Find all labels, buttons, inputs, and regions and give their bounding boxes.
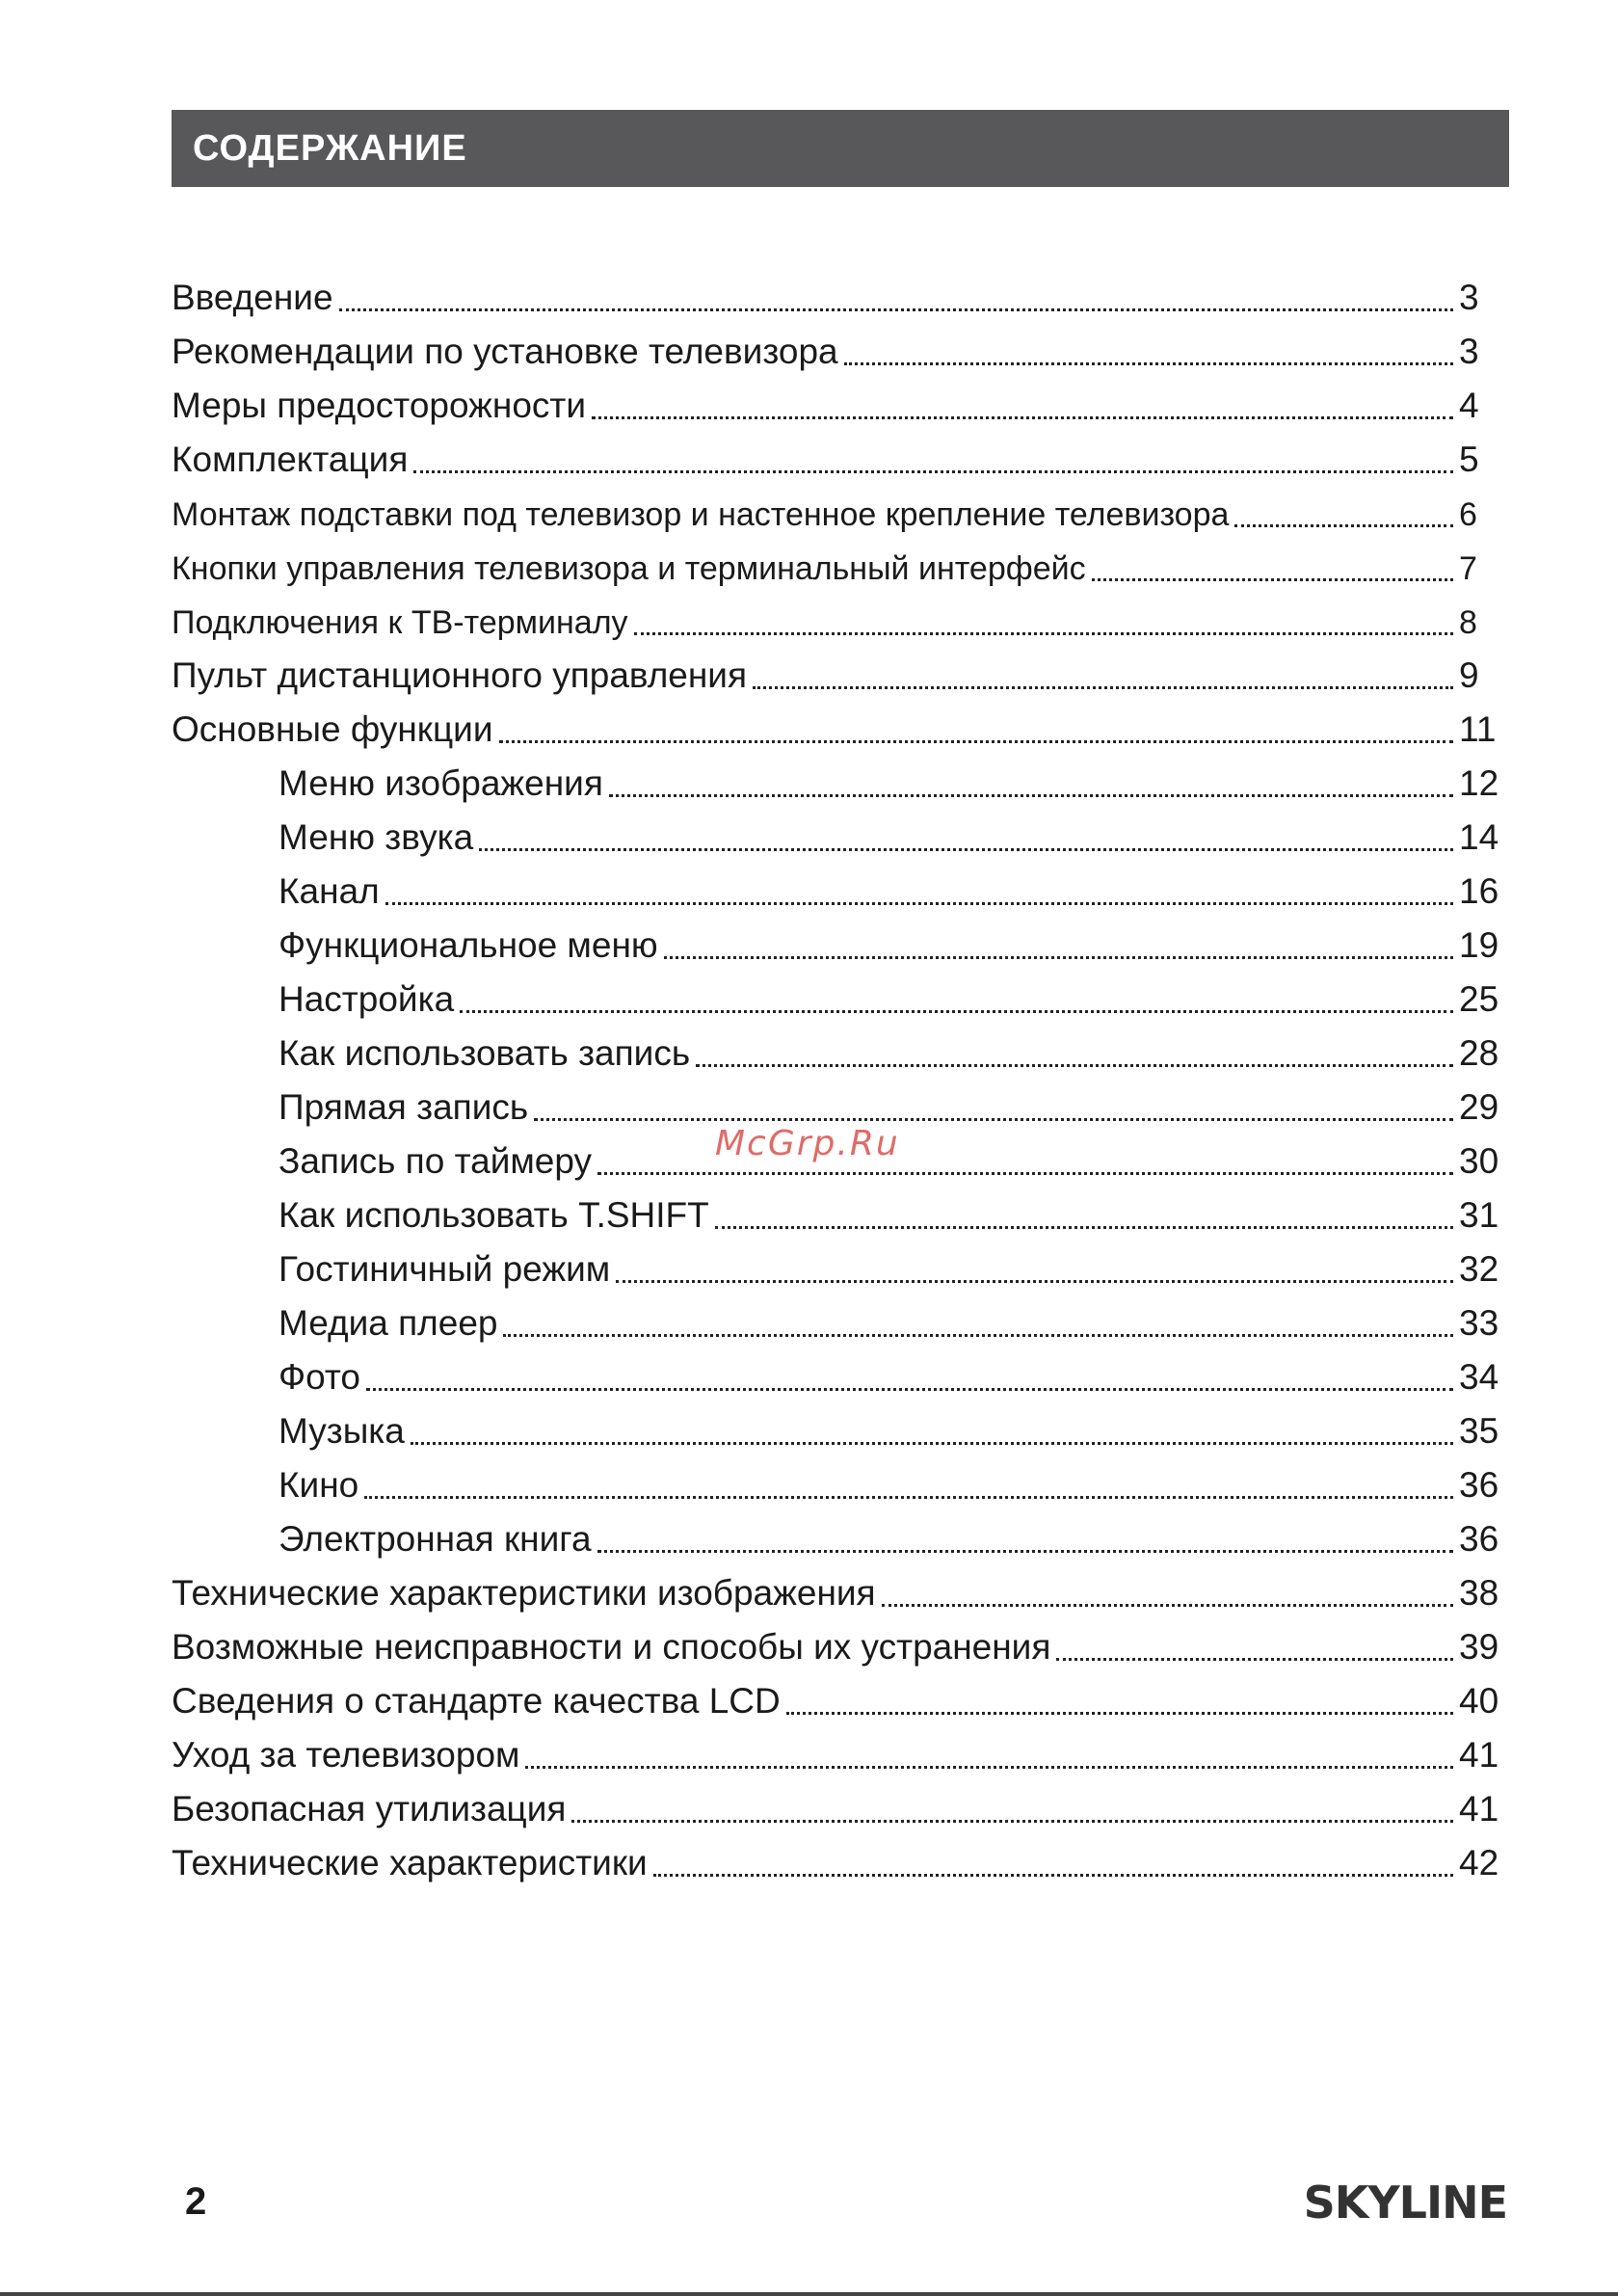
- toc-entry-label: Как использовать T.SHIFT: [279, 1195, 709, 1235]
- toc-entry-page: 12: [1459, 763, 1499, 803]
- toc-subentry[interactable]: [172, 1347, 1511, 1401]
- toc-entry-label: Музыка: [279, 1411, 405, 1451]
- toc-dot-leader: [634, 632, 1453, 635]
- toc-subentry[interactable]: [172, 1239, 1511, 1293]
- toc-entry-page: 33: [1459, 1303, 1499, 1343]
- toc-entry[interactable]: [172, 1670, 1511, 1724]
- toc-entry-page: 36: [1459, 1465, 1499, 1505]
- toc-entry-label: Меры предосторожности: [172, 386, 587, 425]
- toc-entry-page: 25: [1459, 979, 1499, 1019]
- toc-dot-leader: [571, 1820, 1453, 1823]
- toc-entry-label: Кино: [279, 1465, 359, 1505]
- toc-subentry[interactable]: [172, 915, 1511, 969]
- toc-subentry[interactable]: [172, 753, 1511, 807]
- toc-dot-leader: [696, 1064, 1453, 1067]
- toc-entry-label: Канал: [279, 871, 380, 911]
- toc-dot-leader: [525, 1766, 1453, 1769]
- toc-dot-leader: [597, 1172, 1453, 1175]
- toc-dot-leader: [753, 686, 1453, 689]
- toc-dot-leader: [653, 1874, 1453, 1877]
- toc-entry-label: Функциональное меню: [279, 925, 658, 965]
- section-header-bar: [172, 110, 1509, 187]
- toc-entry[interactable]: [172, 1562, 1511, 1616]
- toc-entry[interactable]: [172, 429, 1511, 483]
- toc-entry-page: 28: [1459, 1033, 1499, 1073]
- toc-dot-leader: [366, 1388, 1453, 1391]
- toc-entry-label: Введение: [172, 278, 333, 317]
- toc-entry-label: Сведения о стандарте качества LCD: [172, 1681, 781, 1721]
- toc-entry-label: Пульт дистанционного управления: [172, 655, 748, 695]
- toc-dot-leader: [479, 848, 1453, 851]
- toc-dot-leader: [534, 1118, 1453, 1121]
- toc-entry-page: 19: [1459, 925, 1499, 965]
- toc-entry-page: 40: [1459, 1681, 1499, 1721]
- toc-subentry[interactable]: [172, 1077, 1511, 1131]
- toc-entry[interactable]: [172, 483, 1511, 537]
- toc-entry-page: 41: [1459, 1735, 1499, 1775]
- toc-subentry[interactable]: [172, 807, 1511, 861]
- toc-subentry[interactable]: [172, 1401, 1511, 1455]
- toc-dot-leader: [503, 1334, 1453, 1337]
- toc-entry-page: 4: [1459, 386, 1479, 425]
- toc-entry-label: Настройка: [279, 979, 455, 1019]
- toc-entry-label: Медиа плеер: [279, 1303, 498, 1343]
- toc-entry-page: 14: [1459, 817, 1499, 857]
- toc-subentry[interactable]: [172, 1508, 1511, 1562]
- toc-entry-page: 11: [1459, 709, 1497, 749]
- toc-entry-page: 32: [1459, 1249, 1499, 1289]
- toc-entry-label: Прямая запись: [279, 1087, 529, 1127]
- toc-entry-page: 42: [1459, 1843, 1499, 1882]
- toc-entry-label: Комплектация: [172, 440, 409, 479]
- toc-entry-label: Подключения к ТВ-терминалу: [172, 604, 628, 641]
- toc-dot-leader: [715, 1226, 1453, 1229]
- toc-entry[interactable]: [172, 537, 1511, 591]
- toc-entry-page: 36: [1459, 1519, 1499, 1559]
- toc-entry-label: Гостиничный режим: [279, 1249, 611, 1289]
- toc-entry[interactable]: [172, 375, 1511, 429]
- toc-entry-page: 30: [1459, 1141, 1499, 1181]
- toc-entry-page: 5: [1459, 440, 1479, 479]
- page-number: 2: [185, 2180, 207, 2223]
- toc-dot-leader: [385, 902, 1453, 905]
- toc-dot-leader: [411, 1442, 1453, 1445]
- toc-entry-label: Фото: [279, 1357, 361, 1397]
- toc-dot-leader: [460, 1010, 1453, 1013]
- toc-entry-label: Электронная книга: [279, 1519, 592, 1559]
- toc-entry-label: Как использовать запись: [279, 1033, 691, 1073]
- toc-dot-leader: [413, 470, 1453, 473]
- toc-entry-label: Рекомендации по установке телевизора: [172, 332, 838, 371]
- toc-entry-page: 6: [1459, 496, 1477, 533]
- toc-dot-leader: [364, 1496, 1453, 1499]
- toc-entry[interactable]: [172, 1616, 1511, 1670]
- toc-entry-label: Уход за телевизором: [172, 1735, 520, 1775]
- toc-entry-label: Технические характеристики изображения: [172, 1573, 876, 1613]
- toc-dot-leader: [844, 362, 1453, 365]
- toc-subentry[interactable]: [172, 861, 1511, 915]
- toc-entry[interactable]: [172, 645, 1511, 699]
- toc-entry-page: 3: [1459, 332, 1479, 371]
- toc-entry-page: 34: [1459, 1357, 1499, 1397]
- toc-entry-page: 16: [1459, 871, 1499, 911]
- toc-entry-page: 7: [1459, 550, 1477, 587]
- toc-entry-label: Кнопки управления телевизора и терминальный интерфейс: [172, 550, 1086, 587]
- toc-subentry[interactable]: [172, 1293, 1511, 1347]
- toc-dot-leader: [664, 956, 1453, 959]
- toc-dot-leader: [339, 308, 1453, 311]
- toc-entry[interactable]: [172, 1724, 1511, 1778]
- toc-subentry[interactable]: [172, 1023, 1511, 1077]
- toc-dot-leader: [499, 740, 1453, 743]
- toc-entry-label: Возможные неисправности и способы их устранения: [172, 1627, 1051, 1667]
- toc-entry-page: 3: [1459, 278, 1479, 317]
- toc-entry-page: 38: [1459, 1573, 1499, 1613]
- toc-entry-page: 9: [1459, 655, 1479, 695]
- toc-entry-page: 8: [1459, 604, 1477, 641]
- toc-entry-label: Технические характеристики: [172, 1843, 648, 1882]
- toc-entry-page: 39: [1459, 1627, 1499, 1667]
- toc-dot-leader: [616, 1280, 1453, 1283]
- toc-entry-label: Монтаж подставки под телевизор и настенное крепление телевизора: [172, 496, 1230, 533]
- toc-entry-page: 41: [1459, 1789, 1499, 1829]
- toc-dot-leader: [1056, 1658, 1453, 1661]
- toc-entry-label: Основные функции: [172, 709, 493, 749]
- toc-dot-leader: [592, 416, 1453, 419]
- toc-entry[interactable]: [172, 1832, 1511, 1886]
- toc-entry-label: Меню изображения: [279, 763, 603, 803]
- toc-dot-leader: [1234, 524, 1453, 527]
- toc-dot-leader: [597, 1550, 1453, 1553]
- toc-entry[interactable]: [172, 699, 1511, 753]
- toc-entry-label: Запись по таймеру: [279, 1141, 593, 1181]
- watermark: McGrp.Ru: [715, 1124, 900, 1163]
- toc-entry[interactable]: [172, 1778, 1511, 1832]
- page-title: СОДЕРЖАНИЕ: [193, 127, 467, 169]
- toc-dot-leader: [786, 1712, 1453, 1715]
- toc-subentry[interactable]: [172, 1185, 1511, 1239]
- toc-entry-label: Меню звука: [279, 817, 474, 857]
- toc-entry[interactable]: [172, 591, 1511, 645]
- toc-dot-leader: [882, 1604, 1453, 1607]
- toc-dot-leader: [1092, 578, 1453, 581]
- toc-entry-label: Безопасная утилизация: [172, 1789, 567, 1829]
- toc-entry-page: 29: [1459, 1087, 1499, 1127]
- table-of-contents: [172, 267, 1511, 1886]
- toc-entry[interactable]: [172, 267, 1511, 321]
- toc-dot-leader: [609, 794, 1453, 797]
- brand-logo: SKYLINE: [1303, 2176, 1507, 2229]
- toc-subentry[interactable]: [172, 1455, 1511, 1508]
- toc-entry[interactable]: [172, 321, 1511, 375]
- toc-entry-page: 35: [1459, 1411, 1499, 1451]
- toc-entry-page: 31: [1459, 1195, 1499, 1235]
- toc-subentry[interactable]: [172, 969, 1511, 1023]
- bottom-divider: [0, 2292, 1618, 2296]
